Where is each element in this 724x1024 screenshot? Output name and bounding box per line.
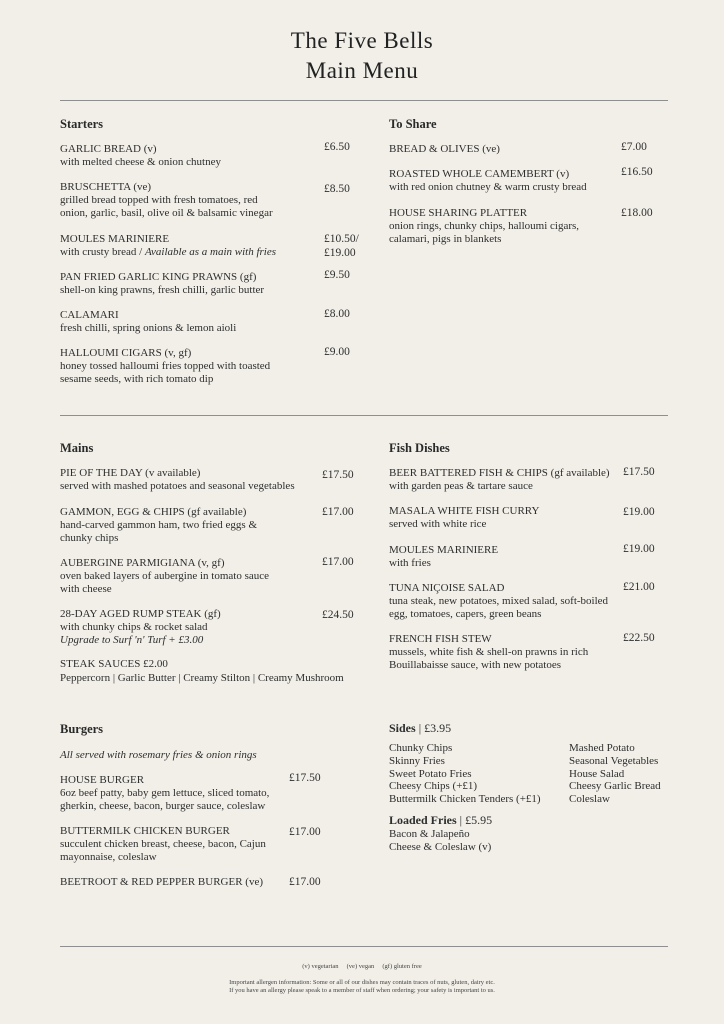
- item-desc: 6oz beef patty, baby gem lettuce, sliced tomato, gherkin, cheese, bacon, burger sauce, coleslaw: [60, 787, 270, 812]
- item-note: Available as a main with fries: [144, 246, 277, 258]
- main-item: [60, 608, 320, 647]
- side-item: Buttermilk Chicken Tenders (+£1): [389, 793, 541, 806]
- side-item: Sweet Potato Fries: [389, 767, 472, 780]
- item-note: Upgrade to Surf 'n' Turf + £3.00: [60, 634, 204, 646]
- item-price: £16.50: [621, 166, 653, 178]
- item-name: BEETROOT & RED PEPPER BURGER (ve): [60, 876, 264, 888]
- side-item: Mashed Potato: [569, 742, 635, 754]
- item-name: ROASTED WHOLE CAMEMBERT (v): [389, 168, 570, 180]
- side-item: Cheesy Chips (+£1): [389, 780, 478, 793]
- sides-title: Sides: [389, 721, 416, 735]
- item-desc: with chunky chips & rocket salad: [60, 621, 208, 633]
- item-desc: served with white rice: [389, 518, 487, 530]
- loaded-fries-item: Bacon & Jalapeño: [389, 828, 470, 840]
- sides-heading: [389, 722, 451, 735]
- item-name: BRUSCHETTA (ve): [60, 181, 152, 193]
- burgers-heading: Burgers: [60, 722, 104, 736]
- item-name: HOUSE SHARING PLATTER: [389, 207, 528, 219]
- divider: [60, 946, 668, 947]
- item-name: MASALA WHITE FISH CURRY: [389, 505, 540, 517]
- divider: [60, 415, 668, 416]
- item-price: £22.50: [623, 632, 655, 644]
- to-share-heading: To Share: [389, 117, 437, 131]
- mains-heading: Mains: [60, 441, 94, 455]
- item-desc: with red onion chutney & warm crusty bread: [389, 181, 587, 193]
- item-price: £17.00: [322, 506, 354, 518]
- item-desc: mussels, white fish & shell-on prawns in rich Bouillabaisse sauce, with new potatoes: [389, 646, 589, 671]
- item-price: £9.50: [324, 269, 350, 281]
- item-price: £21.00: [623, 581, 655, 593]
- item-name: BUTTERMILK CHICKEN BURGER: [60, 825, 230, 837]
- starter-item: [60, 181, 282, 220]
- loaded-fries-price: | £5.95: [456, 813, 493, 827]
- share-item: [389, 143, 619, 156]
- loaded-fries-title: Loaded Fries: [389, 813, 457, 827]
- item-name: FRENCH FISH STEW: [389, 633, 492, 645]
- item-name: HOUSE BURGER: [60, 774, 145, 786]
- item-name: HALLOUMI CIGARS (v, gf): [60, 347, 192, 359]
- starter-item: [60, 271, 322, 297]
- sides-list-left: [389, 742, 541, 806]
- side-item: Skinny Fries: [389, 754, 445, 767]
- item-price: £17.00: [289, 876, 321, 888]
- item-desc: oven baked layers of aubergine in tomato sauce with cheese: [60, 570, 270, 595]
- starter-item: [60, 347, 285, 386]
- steak-sauces-list: Peppercorn | Garlic Butter | Creamy Stilton | Creamy Mushroom: [60, 672, 344, 684]
- fish-item: [389, 467, 629, 493]
- item-desc: honey tossed halloumi fries topped with toasted sesame seeds, with rich tomato dip: [60, 360, 271, 385]
- fish-item: [389, 633, 614, 672]
- item-name: PIE OF THE DAY (v available): [60, 467, 201, 479]
- item-price: £9.00: [324, 346, 350, 358]
- item-price: £8.00: [324, 308, 350, 320]
- sides-price: | £3.95: [415, 721, 452, 735]
- item-desc: hand-carved gammon ham, two fried eggs & chunky chips: [60, 519, 258, 544]
- item-price: £17.00: [322, 556, 354, 568]
- item-name: TUNA NIÇOISE SALAD: [389, 582, 505, 594]
- item-name: GAMMON, EGG & CHIPS (gf available): [60, 506, 247, 518]
- item-price: £24.50: [322, 609, 354, 621]
- fish-item: [389, 582, 621, 621]
- item-name: AUBERGINE PARMIGIANA (v, gf): [60, 557, 225, 569]
- item-price: £19.00: [623, 543, 655, 555]
- loaded-fries-item: Cheese & Coleslaw (v): [389, 840, 492, 853]
- starter-item: [60, 233, 322, 259]
- item-desc: grilled bread topped with fresh tomatoes, red onion, garlic, basil, olive oil & balsamic vinegar: [60, 194, 273, 219]
- item-name: BREAD & OLIVES (ve): [389, 143, 500, 155]
- dietary-key: (v) vegetarian (ve) vegan (gf) gluten free: [302, 963, 422, 970]
- main-item: [60, 506, 265, 545]
- menu-title: Main Menu: [305, 58, 419, 83]
- item-name: CALAMARI: [60, 309, 119, 321]
- item-price: £10.50/ £19.00: [324, 233, 359, 259]
- item-price: £19.00: [623, 506, 655, 518]
- share-item: [389, 207, 604, 246]
- item-desc: with fries: [389, 557, 431, 569]
- item-name: MOULES MARINIERE: [389, 544, 499, 556]
- burger-item: [60, 774, 285, 813]
- divider: [60, 100, 668, 101]
- side-item: Cheesy Garlic Bread: [569, 780, 661, 793]
- item-price: £6.50: [324, 141, 350, 153]
- item-desc: with crusty bread /: [60, 246, 145, 258]
- item-price: £17.50: [623, 466, 655, 478]
- restaurant-name: The Five Bells: [290, 28, 434, 53]
- item-price: £17.50: [289, 772, 321, 784]
- item-name: 28-DAY AGED RUMP STEAK (gf): [60, 608, 221, 620]
- side-item: Coleslaw: [569, 793, 610, 806]
- item-name: MOULES MARINIERE: [60, 233, 170, 245]
- side-item: Chunky Chips: [389, 742, 453, 754]
- side-item: House Salad: [569, 767, 625, 780]
- item-desc: tuna steak, new potatoes, mixed salad, soft-boiled egg, tomatoes, capers, green beans: [389, 595, 609, 620]
- burgers-intro: All served with rosemary fries & onion rings: [60, 749, 257, 761]
- main-item: [60, 557, 290, 596]
- steak-sauces-title: STEAK SAUCES £2.00: [60, 658, 168, 670]
- item-desc: onion rings, chunky chips, halloumi cigars, calamari, pigs in blankets: [389, 220, 580, 245]
- fish-item: [389, 505, 619, 531]
- item-desc: fresh chilli, spring onions & lemon aioli: [60, 322, 237, 334]
- starters-heading: Starters: [60, 117, 104, 131]
- item-desc: shell-on king prawns, fresh chilli, garlic butter: [60, 284, 265, 296]
- loaded-fries-heading: [389, 814, 492, 827]
- item-desc: with garden peas & tartare sauce: [389, 480, 533, 492]
- item-desc: succulent chicken breast, cheese, bacon, Cajun mayonnaise, coleslaw: [60, 838, 266, 863]
- item-price: £18.00: [621, 207, 653, 219]
- loaded-fries-list: [389, 828, 491, 854]
- item-desc: with melted cheese & onion chutney: [60, 156, 221, 168]
- share-item: [389, 168, 619, 194]
- fish-item: [389, 544, 619, 570]
- main-item: [60, 467, 320, 493]
- allergen-info-line1: Important allergen information: Some or all of our dishes may contain traces of nuts, gluten, dairy etc.: [229, 979, 495, 986]
- item-name: PAN FRIED GARLIC KING PRAWNS (gf): [60, 271, 257, 283]
- starter-item: [60, 143, 320, 169]
- burger-item: [60, 825, 285, 864]
- item-name: BEER BATTERED FISH & CHIPS (gf available): [389, 467, 610, 479]
- fish-heading: Fish Dishes: [389, 441, 450, 455]
- item-name: GARLIC BREAD (v): [60, 143, 157, 155]
- item-desc: served with mashed potatoes and seasonal vegetables: [60, 480, 295, 492]
- item-price: £8.50: [324, 183, 350, 195]
- allergen-info-line2: If you have an allergy please speak to a member of staff when ordering; your safety is important to us.: [229, 987, 495, 994]
- burger-item: [60, 876, 288, 889]
- item-price: £17.00: [289, 826, 321, 838]
- item-price: £17.50: [322, 469, 354, 481]
- sides-list-right: [569, 742, 661, 806]
- starter-item: [60, 309, 322, 335]
- side-item: Seasonal Vegetables: [569, 754, 659, 767]
- item-price: £7.00: [621, 141, 647, 153]
